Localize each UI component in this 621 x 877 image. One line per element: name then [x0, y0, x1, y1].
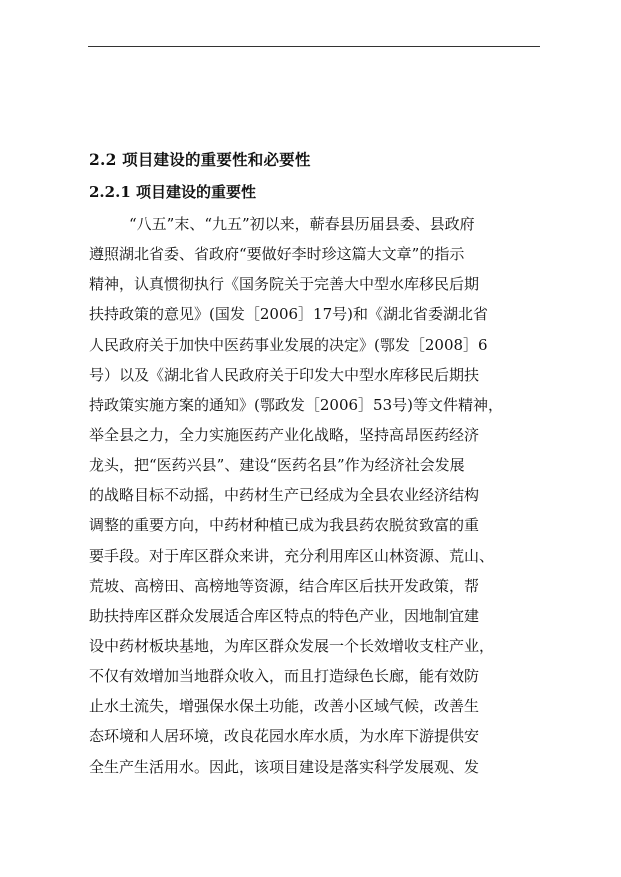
paragraph-line: “八五”末、“九五”初以来，蕲春县历届县委、县政府	[129, 215, 475, 233]
paragraph-line: 号）以及《湖北省人民政府关于印发大中型水库移民后期扶	[89, 365, 480, 384]
paragraph-line: 持政策实施方案的通知》(鄂政发［2006］53号)等文件精神，	[89, 395, 503, 414]
paragraph-line: 扶持政策的意见》(国发［2006］17号)和《湖北省委湖北省	[89, 305, 488, 324]
paragraph-line: 的战略目标不动摇，中药材生产已经成为全县农业经济结构	[89, 486, 480, 505]
paragraph-line: 遵照湖北省委、省政府“要做好李时珍这篇大文章”的指示	[89, 245, 465, 264]
paragraph-line: 荒坡、高榜田、高榜地等资源，结合库区后扶开发政策，帮	[89, 576, 480, 595]
body-paragraph	[89, 209, 537, 782]
paragraph-line: 要手段。对于库区群众来讲，充分利用库区山林资源、荒山、	[89, 546, 495, 565]
section-heading: 2.2 项目建设的重要性和必要性	[89, 150, 311, 169]
paragraph-line: 精神，认真惯彻执行《国务院关于完善大中型水库移民后期	[89, 275, 480, 294]
paragraph-line: 设中药材板块基地，为库区群众发展一个长效增收支柱产业，	[89, 636, 495, 655]
paragraph-line: 全生产生活用水。因此，该项目建设是落实科学发展观、发	[89, 757, 480, 776]
subsection-heading: 2.2.1 项目建设的重要性	[89, 183, 256, 201]
header-rule	[88, 46, 540, 47]
paragraph-line: 举全县之力，全力实施医药产业化战略，坚持高昂医药经济	[89, 425, 480, 444]
paragraph-line: 龙头，把“医药兴县”、建设“医药名县”作为经济社会发展	[89, 456, 465, 475]
paragraph-line: 调整的重要方向，中药材种植已成为我县药农脱贫致富的重	[89, 516, 480, 535]
paragraph-line: 助扶持库区群众发展适合库区特点的特色产业，因地制宜建	[89, 606, 480, 625]
paragraph-line: 态环境和人居环境，改良花园水库水质，为水库下游提供安	[89, 727, 480, 746]
paragraph-line: 人民政府关于加快中医药事业发展的决定》(鄂发［2008］6	[89, 335, 488, 354]
paragraph-line: 止水土流失，增强保水保土功能，改善小区域气候，改善生	[89, 697, 480, 716]
paragraph-line: 不仅有效增加当地群众收入，而且打造绿色长廊，能有效防	[89, 667, 480, 686]
